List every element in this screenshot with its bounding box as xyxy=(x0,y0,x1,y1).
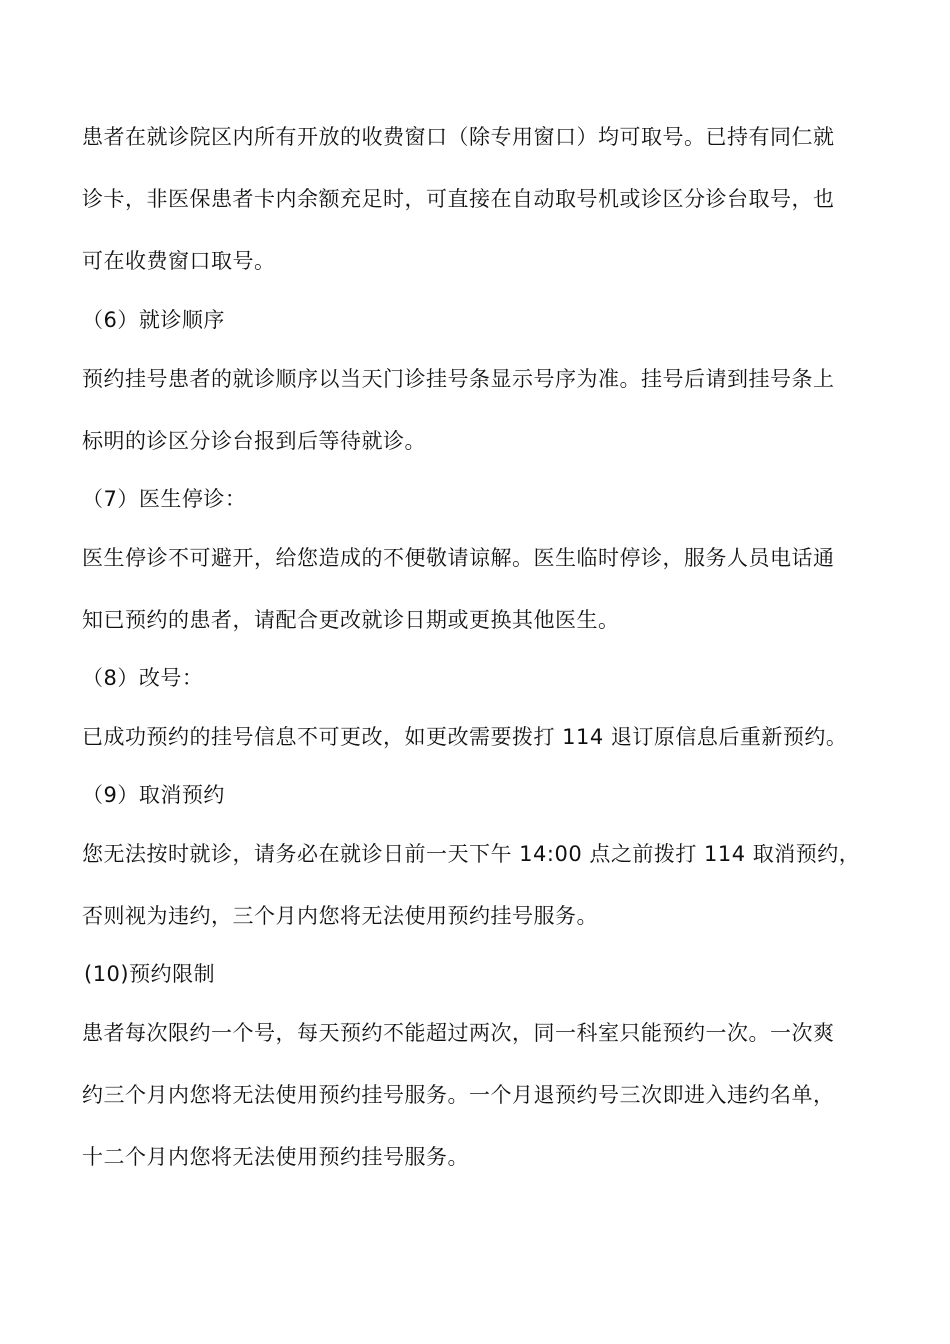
paragraph-line: 诊卡，非医保患者卡内余额充足时，可直接在自动取号机或诊区分诊台取号，也 xyxy=(82,187,835,211)
paragraph-line: 已成功预约的挂号信息不可更改，如更改需要拨打 114 退订原信息后重新预约。 xyxy=(82,725,848,749)
paragraph-line: 标明的诊区分诊台报到后等待就诊。 xyxy=(82,429,426,453)
paragraph-line: 否则视为违约，三个月内您将无法使用预约挂号服务。 xyxy=(82,904,598,928)
paragraph-line: 患者每次限约一个号，每天预约不能超过两次，同一科室只能预约一次。一次爽 xyxy=(82,1021,835,1045)
section-heading: (10)预约限制 xyxy=(84,962,216,986)
section-heading: （8）改号： xyxy=(82,666,204,690)
section-heading: （6）就诊顺序 xyxy=(82,308,225,332)
section-heading: （9）取消预约 xyxy=(82,783,225,807)
paragraph-line: 患者在就诊院区内所有开放的收费窗口（除专用窗口）均可取号。已持有同仁就 xyxy=(82,125,835,149)
section-heading: （7）医生停诊： xyxy=(82,487,247,511)
paragraph-line: 您无法按时就诊，请务必在就诊日前一天下午 14:00 点之前拨打 114 取消预约， xyxy=(82,842,861,866)
paragraph-line: 医生停诊不可避开，给您造成的不便敬请谅解。医生临时停诊，服务人员电话通 xyxy=(82,546,835,570)
paragraph-line: 十二个月内您将无法使用预约挂号服务。 xyxy=(82,1145,469,1169)
paragraph-line: 预约挂号患者的就诊顺序以当天门诊挂号条显示号序为准。挂号后请到挂号条上 xyxy=(82,367,835,391)
paragraph-line: 可在收费窗口取号。 xyxy=(82,249,276,273)
paragraph-line: 知已预约的患者，请配合更改就诊日期或更换其他医生。 xyxy=(82,608,620,632)
paragraph-line: 约三个月内您将无法使用预约挂号服务。一个月退预约号三次即进入违约名单， xyxy=(82,1083,835,1107)
